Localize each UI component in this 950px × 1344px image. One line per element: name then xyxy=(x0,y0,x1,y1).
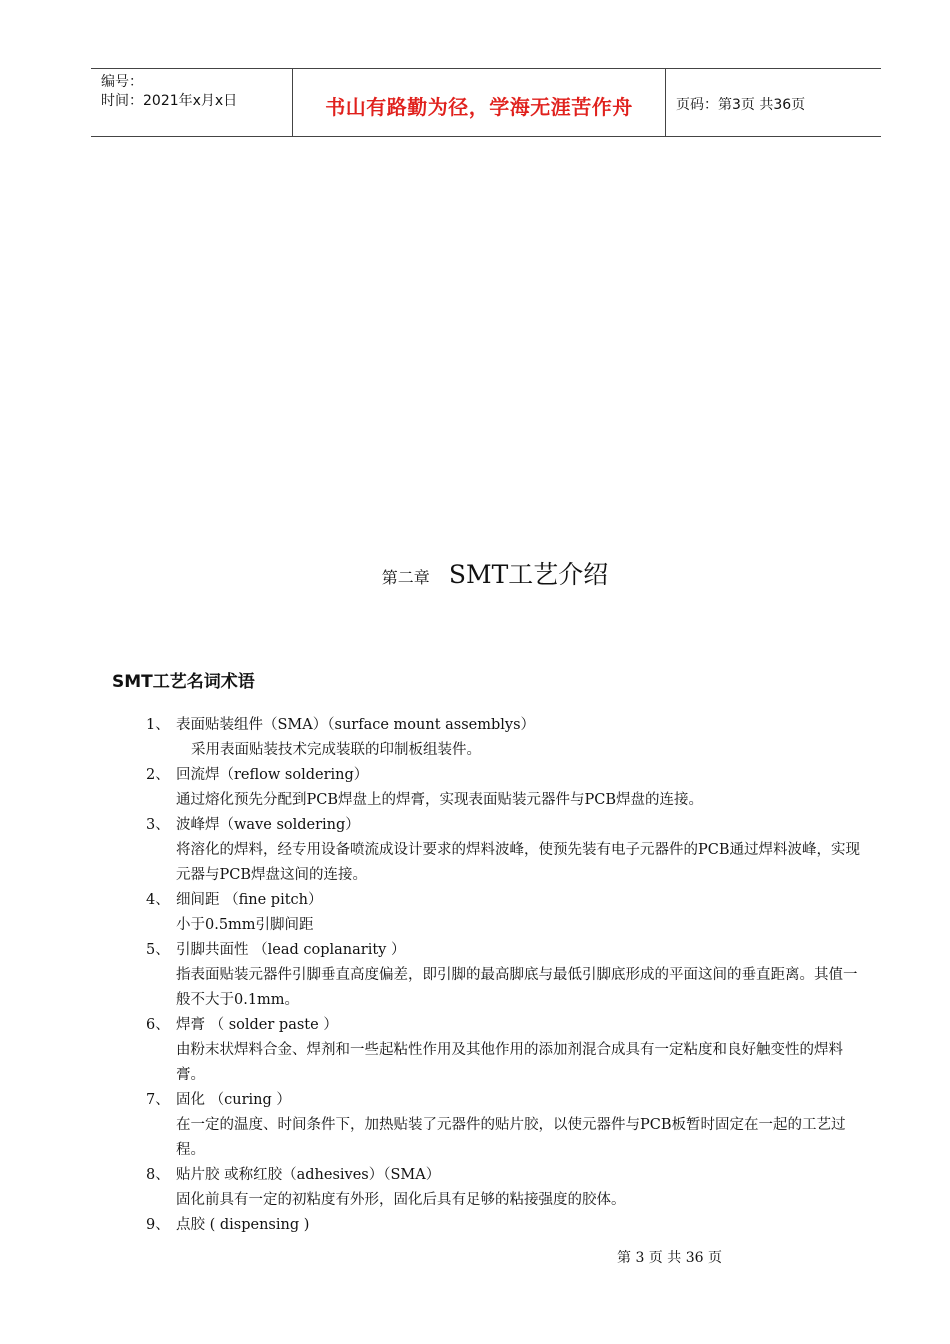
term-item xyxy=(146,713,866,763)
doc-time-label: 时间：2021年x月x日 xyxy=(101,93,238,109)
chapter-number: 第二章 xyxy=(381,568,430,587)
term-definition: 指表面贴装元器件引脚垂直高度偏差，即引脚的最高脚底与最低引脚底形成的平面这间的垂直距离。其值一般不大于0.1mm。 xyxy=(176,967,858,1008)
term-definition: 在一定的温度、时间条件下，加热贴装了元器件的贴片胶，以使元器件与PCB板暂时固定在一起的工艺过程。 xyxy=(176,1117,846,1158)
term-list xyxy=(146,713,866,1238)
term-item xyxy=(146,1163,866,1213)
term-definition: 通过熔化预先分配到PCB焊盘上的焊膏，实现表面贴装元器件与PCB焊盘的连接。 xyxy=(176,792,704,808)
term-number: 7、 xyxy=(146,1092,170,1108)
term-item xyxy=(146,888,866,938)
header-meta xyxy=(91,69,293,136)
chapter-heading xyxy=(0,555,950,591)
term-title: 固化 （curing ） xyxy=(176,1092,291,1108)
header-page-number: 页码：第3页 共36页 xyxy=(676,97,806,113)
term-number: 6、 xyxy=(146,1017,170,1033)
term-item xyxy=(146,938,866,1013)
term-item xyxy=(146,1013,866,1088)
term-number: 9、 xyxy=(146,1217,170,1233)
term-item xyxy=(146,1088,866,1163)
term-number: 2、 xyxy=(146,767,170,783)
header-motto: 书山有路勤为径，学海无涯苦作舟 xyxy=(325,95,633,119)
term-number: 5、 xyxy=(146,942,170,958)
term-definition: 采用表面贴装技术完成装联的印制板组装件。 xyxy=(191,742,481,758)
term-title: 细间距 （fine pitch） xyxy=(176,892,323,908)
term-title: 表面贴装组件（SMA）（surface mount assemblys） xyxy=(176,717,536,733)
chapter-title: SMT工艺介绍 xyxy=(448,560,609,589)
term-title: 贴片胶 或称红胶（adhesives）（SMA） xyxy=(176,1167,441,1183)
term-title: 点胶 ( dispensing ) xyxy=(176,1217,310,1233)
term-number: 4、 xyxy=(146,892,170,908)
page-footer: 第 3 页 共 36 页 xyxy=(617,1250,722,1266)
term-number: 3、 xyxy=(146,817,170,833)
term-definition: 将溶化的焊料，经专用设备喷流成设计要求的焊料波峰，使预先装有电子元器件的PCB通过焊料波峰，实现元器与PCB焊盘这间的连接。 xyxy=(176,842,861,883)
term-number: 1、 xyxy=(146,717,170,733)
term-title: 回流焊（reflow soldering） xyxy=(176,767,369,783)
doc-number-label: 编号： xyxy=(101,74,143,90)
section-title: SMT工艺名词术语 xyxy=(112,672,255,692)
term-title: 引脚共面性 （lead coplanarity ） xyxy=(176,942,406,958)
page-header xyxy=(91,68,881,137)
term-item xyxy=(146,763,866,813)
header-page-cell xyxy=(666,69,881,136)
term-title: 波峰焊（wave soldering） xyxy=(176,817,360,833)
term-number: 8、 xyxy=(146,1167,170,1183)
term-item xyxy=(146,1213,866,1238)
header-motto-cell xyxy=(293,69,666,136)
term-definition: 由粉末状焊料合金、焊剂和一些起粘性作用及其他作用的添加剂混合成具有一定粘度和良好触变性的焊料膏。 xyxy=(176,1042,843,1083)
term-item xyxy=(146,813,866,888)
term-definition: 固化前具有一定的初粘度有外形，固化后具有足够的粘接强度的胶体。 xyxy=(176,1192,626,1208)
term-title: 焊膏 （ solder paste ） xyxy=(176,1017,338,1033)
term-definition: 小于0.5mm引脚间距 xyxy=(176,917,314,933)
